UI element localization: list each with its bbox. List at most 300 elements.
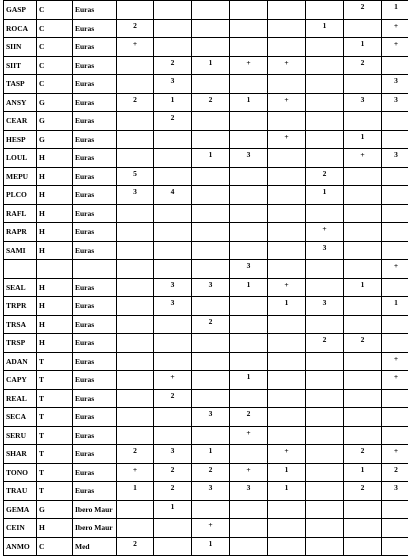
- value-text: +: [133, 465, 137, 474]
- value-text: +: [394, 261, 398, 270]
- value-cell: [117, 537, 154, 556]
- region-cell: Euras: [73, 334, 117, 353]
- table-row: [4, 38, 408, 57]
- value-cell: [230, 1, 268, 20]
- table-row: [4, 278, 408, 297]
- value-cell: [154, 1, 192, 20]
- table-row: [4, 371, 408, 390]
- group-cell: T: [37, 426, 73, 445]
- group-cell: H: [37, 315, 73, 334]
- value-cell: [192, 315, 230, 334]
- value-cell: [306, 463, 344, 482]
- value-text: 2: [133, 446, 137, 455]
- value-cell: [306, 482, 344, 501]
- value-cell: [268, 426, 306, 445]
- value-cell: [306, 75, 344, 94]
- value-cell: [117, 223, 154, 242]
- value-cell: [268, 204, 306, 223]
- table-row: [4, 130, 408, 149]
- value-cell: [154, 223, 192, 242]
- value-text: 2: [361, 335, 365, 344]
- value-cell: [154, 519, 192, 538]
- value-cell: [192, 167, 230, 186]
- region-cell: Euras: [73, 167, 117, 186]
- value-cell: [117, 500, 154, 519]
- value-cell: [117, 167, 154, 186]
- value-text: 3: [171, 298, 175, 307]
- group-cell: G: [37, 93, 73, 112]
- value-cell: [230, 130, 268, 149]
- value-text: 1: [394, 298, 398, 307]
- region-cell: Euras: [73, 223, 117, 242]
- value-cell: [344, 500, 382, 519]
- value-cell: [117, 278, 154, 297]
- value-cell: [117, 371, 154, 390]
- value-text: +: [322, 224, 326, 233]
- species-code-cell: SERU: [4, 426, 37, 445]
- value-text: 3: [323, 243, 327, 252]
- value-cell: [117, 426, 154, 445]
- value-text: 3: [361, 95, 365, 104]
- value-cell: [230, 223, 268, 242]
- group-cell: C: [37, 1, 73, 20]
- table-row: [4, 500, 408, 519]
- region-cell: Euras: [73, 186, 117, 205]
- value-text: 3: [171, 76, 175, 85]
- value-cell: [344, 389, 382, 408]
- species-code-cell: SAMI: [4, 241, 37, 260]
- value-cell: [154, 371, 192, 390]
- value-cell: [382, 389, 408, 408]
- value-text: 2: [171, 465, 175, 474]
- value-cell: [306, 278, 344, 297]
- value-cell: [344, 426, 382, 445]
- group-cell: T: [37, 371, 73, 390]
- species-code-cell: GASP: [4, 1, 37, 20]
- group-cell: H: [37, 278, 73, 297]
- value-cell: [230, 445, 268, 464]
- region-cell: Euras: [73, 112, 117, 131]
- table-row: [4, 537, 408, 556]
- value-cell: [230, 112, 268, 131]
- region-cell: Euras: [73, 297, 117, 316]
- value-cell: [154, 537, 192, 556]
- value-cell: [382, 519, 408, 538]
- value-cell: [306, 241, 344, 260]
- group-cell: T: [37, 445, 73, 464]
- value-cell: [192, 389, 230, 408]
- value-text: 5: [133, 169, 137, 178]
- value-text: 1: [285, 298, 289, 307]
- value-cell: [344, 130, 382, 149]
- value-text: 1: [171, 502, 175, 511]
- value-cell: [230, 315, 268, 334]
- value-cell: [382, 130, 408, 149]
- value-cell: [306, 204, 344, 223]
- value-cell: [192, 93, 230, 112]
- region-cell: Euras: [73, 426, 117, 445]
- value-cell: [192, 371, 230, 390]
- value-cell: [268, 241, 306, 260]
- value-text: 1: [247, 280, 251, 289]
- value-cell: [192, 426, 230, 445]
- group-cell: C: [37, 537, 73, 556]
- value-cell: [268, 500, 306, 519]
- value-text: 3: [209, 483, 213, 492]
- table-row: [4, 408, 408, 427]
- species-code-cell: SHAR: [4, 445, 37, 464]
- value-cell: [344, 445, 382, 464]
- value-cell: [117, 130, 154, 149]
- value-cell: [117, 19, 154, 38]
- value-text: 1: [361, 280, 365, 289]
- value-text: 2: [361, 446, 365, 455]
- value-cell: [192, 19, 230, 38]
- value-text: +: [284, 95, 288, 104]
- value-cell: [344, 112, 382, 131]
- value-text: +: [360, 150, 364, 159]
- value-cell: [154, 75, 192, 94]
- value-cell: [306, 500, 344, 519]
- value-cell: [192, 260, 230, 279]
- value-cell: [154, 112, 192, 131]
- value-cell: [382, 241, 408, 260]
- value-cell: [192, 186, 230, 205]
- value-cell: [344, 482, 382, 501]
- value-text: 1: [209, 446, 213, 455]
- region-cell: Euras: [73, 463, 117, 482]
- value-text: +: [246, 465, 250, 474]
- value-cell: [306, 389, 344, 408]
- value-cell: [117, 241, 154, 260]
- value-cell: [192, 112, 230, 131]
- value-cell: [230, 167, 268, 186]
- region-cell: Euras: [73, 278, 117, 297]
- value-text: 3: [394, 76, 398, 85]
- value-cell: [382, 260, 408, 279]
- region-cell: Euras: [73, 1, 117, 20]
- value-text: 3: [247, 483, 251, 492]
- value-cell: [154, 186, 192, 205]
- value-text: 2: [323, 335, 327, 344]
- group-cell: H: [37, 297, 73, 316]
- value-text: 2: [171, 483, 175, 492]
- value-cell: [117, 482, 154, 501]
- value-cell: [230, 149, 268, 168]
- value-cell: [382, 93, 408, 112]
- value-cell: [230, 241, 268, 260]
- value-cell: [154, 445, 192, 464]
- value-cell: [268, 408, 306, 427]
- value-cell: [344, 260, 382, 279]
- value-text: +: [394, 39, 398, 48]
- value-text: 1: [247, 95, 251, 104]
- group-cell: H: [37, 334, 73, 353]
- value-cell: [344, 519, 382, 538]
- group-cell: H: [37, 167, 73, 186]
- value-cell: [230, 389, 268, 408]
- table-row: [4, 1, 408, 20]
- value-text: +: [394, 446, 398, 455]
- value-cell: [230, 38, 268, 57]
- value-cell: [306, 408, 344, 427]
- group-cell: G: [37, 112, 73, 131]
- value-cell: [306, 149, 344, 168]
- table-row: [4, 389, 408, 408]
- value-cell: [230, 352, 268, 371]
- value-cell: [268, 334, 306, 353]
- value-text: 2: [171, 391, 175, 400]
- group-cell: T: [37, 352, 73, 371]
- value-text: 3: [133, 187, 137, 196]
- value-cell: [154, 260, 192, 279]
- group-cell: T: [37, 482, 73, 501]
- value-cell: [192, 130, 230, 149]
- table-row: [4, 167, 408, 186]
- table-row: [4, 519, 408, 538]
- table-row: [4, 241, 408, 260]
- value-cell: [344, 167, 382, 186]
- value-cell: [230, 408, 268, 427]
- region-cell: Med: [73, 537, 117, 556]
- species-code-cell: CAPY: [4, 371, 37, 390]
- value-text: 1: [394, 2, 398, 11]
- species-code-cell: ANMO: [4, 537, 37, 556]
- value-cell: [382, 149, 408, 168]
- value-text: 1: [361, 39, 365, 48]
- region-cell: Euras: [73, 19, 117, 38]
- value-text: +: [284, 58, 288, 67]
- value-cell: [306, 315, 344, 334]
- value-cell: [192, 223, 230, 242]
- table-row: [4, 223, 408, 242]
- value-cell: [306, 519, 344, 538]
- value-cell: [268, 186, 306, 205]
- group-cell: H: [37, 519, 73, 538]
- value-cell: [306, 130, 344, 149]
- table-row: [4, 445, 408, 464]
- value-cell: [344, 537, 382, 556]
- value-cell: [117, 297, 154, 316]
- value-cell: [306, 445, 344, 464]
- value-cell: [306, 167, 344, 186]
- value-text: 2: [209, 465, 213, 474]
- value-text: 2: [361, 483, 365, 492]
- table-row: [4, 112, 408, 131]
- value-text: 3: [394, 150, 398, 159]
- species-code-cell: SIIT: [4, 56, 37, 75]
- value-cell: [117, 38, 154, 57]
- value-text: 3: [247, 150, 251, 159]
- species-code-cell: TRAU: [4, 482, 37, 501]
- value-cell: [344, 315, 382, 334]
- value-cell: [230, 204, 268, 223]
- value-text: +: [394, 354, 398, 363]
- value-cell: [154, 315, 192, 334]
- value-cell: [117, 1, 154, 20]
- value-cell: [117, 93, 154, 112]
- value-cell: [268, 463, 306, 482]
- value-text: 1: [285, 465, 289, 474]
- value-cell: [382, 297, 408, 316]
- value-cell: [306, 1, 344, 20]
- table-row: [4, 315, 408, 334]
- table-row: [4, 56, 408, 75]
- value-cell: [117, 204, 154, 223]
- region-cell: Euras: [73, 371, 117, 390]
- value-cell: [192, 500, 230, 519]
- value-cell: [382, 167, 408, 186]
- value-cell: [192, 1, 230, 20]
- value-cell: [344, 352, 382, 371]
- value-text: 2: [247, 409, 251, 418]
- value-cell: [154, 389, 192, 408]
- table-row: [4, 334, 408, 353]
- value-text: 1: [247, 372, 251, 381]
- value-text: +: [170, 372, 174, 381]
- value-text: +: [246, 58, 250, 67]
- value-cell: [154, 56, 192, 75]
- value-cell: [230, 334, 268, 353]
- value-cell: [382, 426, 408, 445]
- value-cell: [117, 56, 154, 75]
- region-cell: Euras: [73, 315, 117, 334]
- value-cell: [268, 112, 306, 131]
- value-cell: [154, 167, 192, 186]
- table-row: [4, 186, 408, 205]
- value-cell: [117, 315, 154, 334]
- table-row: [4, 19, 408, 38]
- species-code-cell: TRSP: [4, 334, 37, 353]
- value-cell: [344, 297, 382, 316]
- value-cell: [192, 75, 230, 94]
- value-cell: [344, 149, 382, 168]
- value-cell: [192, 463, 230, 482]
- region-cell: Euras: [73, 130, 117, 149]
- value-text: 2: [171, 58, 175, 67]
- table-row: [4, 75, 408, 94]
- species-code-cell: GEMA: [4, 500, 37, 519]
- species-code-cell: [4, 260, 37, 279]
- species-code-cell: TRSA: [4, 315, 37, 334]
- value-text: 1: [323, 21, 327, 30]
- value-cell: [117, 408, 154, 427]
- region-cell: Euras: [73, 149, 117, 168]
- value-text: 1: [171, 95, 175, 104]
- value-cell: [154, 130, 192, 149]
- value-text: 1: [361, 132, 365, 141]
- value-cell: [306, 371, 344, 390]
- value-cell: [268, 149, 306, 168]
- group-cell: H: [37, 149, 73, 168]
- value-cell: [230, 19, 268, 38]
- value-cell: [117, 149, 154, 168]
- value-cell: [382, 278, 408, 297]
- value-cell: [306, 223, 344, 242]
- value-cell: [230, 278, 268, 297]
- value-cell: [306, 56, 344, 75]
- value-text: 3: [394, 483, 398, 492]
- value-cell: [117, 445, 154, 464]
- region-cell: Euras: [73, 389, 117, 408]
- group-cell: T: [37, 408, 73, 427]
- value-cell: [382, 334, 408, 353]
- value-cell: [268, 537, 306, 556]
- value-cell: [344, 278, 382, 297]
- value-cell: [344, 223, 382, 242]
- value-cell: [230, 93, 268, 112]
- value-cell: [230, 482, 268, 501]
- value-cell: [117, 352, 154, 371]
- species-code-cell: TONO: [4, 463, 37, 482]
- value-cell: [268, 130, 306, 149]
- table-row: [4, 482, 408, 501]
- value-cell: [192, 537, 230, 556]
- value-cell: [382, 408, 408, 427]
- value-cell: [382, 223, 408, 242]
- region-cell: Euras: [73, 445, 117, 464]
- value-cell: [154, 241, 192, 260]
- value-cell: [306, 297, 344, 316]
- value-text: 2: [323, 169, 327, 178]
- value-text: 2: [394, 465, 398, 474]
- group-cell: H: [37, 186, 73, 205]
- table-row: [4, 149, 408, 168]
- species-code-cell: SECA: [4, 408, 37, 427]
- value-cell: [192, 352, 230, 371]
- value-text: +: [133, 39, 137, 48]
- value-cell: [268, 278, 306, 297]
- value-cell: [382, 204, 408, 223]
- value-text: 1: [285, 483, 289, 492]
- species-code-cell: ANSY: [4, 93, 37, 112]
- value-cell: [268, 445, 306, 464]
- species-code-cell: LOUL: [4, 149, 37, 168]
- species-code-cell: REAL: [4, 389, 37, 408]
- group-cell: C: [37, 19, 73, 38]
- value-text: 2: [171, 113, 175, 122]
- group-cell: H: [37, 223, 73, 242]
- region-cell: Euras: [73, 352, 117, 371]
- region-cell: Euras: [73, 38, 117, 57]
- value-text: +: [394, 21, 398, 30]
- species-code-cell: RAPR: [4, 223, 37, 242]
- value-cell: [154, 149, 192, 168]
- region-cell: Euras: [73, 56, 117, 75]
- group-cell: H: [37, 241, 73, 260]
- value-cell: [268, 1, 306, 20]
- group-cell: C: [37, 75, 73, 94]
- value-cell: [344, 408, 382, 427]
- value-cell: [117, 334, 154, 353]
- value-text: 1: [323, 187, 327, 196]
- value-cell: [306, 537, 344, 556]
- value-text: 3: [209, 409, 213, 418]
- value-cell: [192, 334, 230, 353]
- group-cell: H: [37, 204, 73, 223]
- species-code-cell: CEIN: [4, 519, 37, 538]
- value-cell: [154, 463, 192, 482]
- region-cell: Ibero Maur: [73, 519, 117, 538]
- value-cell: [154, 408, 192, 427]
- value-cell: [230, 297, 268, 316]
- value-cell: [268, 371, 306, 390]
- value-cell: [268, 19, 306, 38]
- value-cell: [344, 19, 382, 38]
- region-cell: Euras: [73, 482, 117, 501]
- group-cell: C: [37, 38, 73, 57]
- value-cell: [154, 500, 192, 519]
